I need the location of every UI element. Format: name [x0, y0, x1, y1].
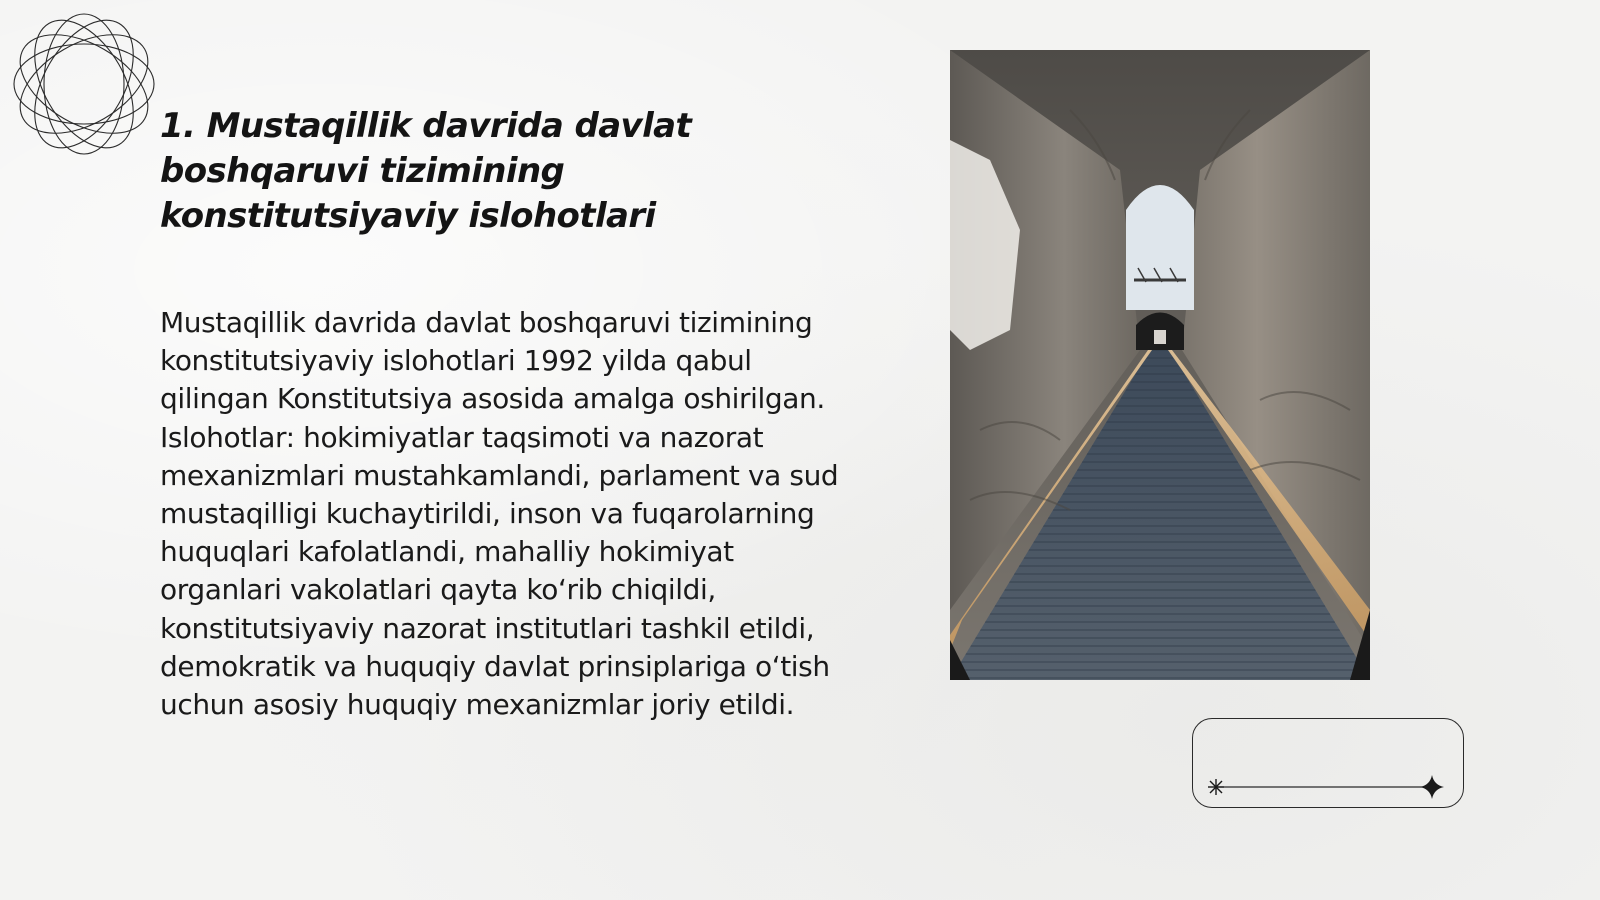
slide-body-text: Mustaqillik davrida davlat boshqaruvi tizimining konstitutsiyaviy islohotlari 1992 yilda qabul qilingan Konstitutsiya asosida amalga oshirilgan. Islohotlar: hokimiyatlar taqsimoti va nazorat mexanizmlari mustahkamlandi, parlament va sud mustaqilligi kuchaytirildi, inson va fuqarolarning huquqlari kafolatlandi, mahalliy hokimiyat organlari vakolatlari qayta koʻrib chiqildi, konstitutsiyaviy nazorat institutlari tashkil etildi, demokratik va huquqiy davlat prinsiplariga oʻtish uchun asosiy huquqiy mexanizmlar joriy etildi.	[160, 306, 839, 722]
sparkle-star-icon	[1420, 775, 1444, 799]
decorative-line	[1200, 772, 1450, 802]
starburst-icon	[1208, 779, 1224, 795]
stone-tunnel-walkway-image	[950, 50, 1370, 680]
slide-title: 1. Mustaqillik davrida davlat boshqaruvi tizimining konstitutsiyaviy islohotlari	[160, 106, 692, 236]
orbit-rings-icon	[10, 10, 158, 158]
